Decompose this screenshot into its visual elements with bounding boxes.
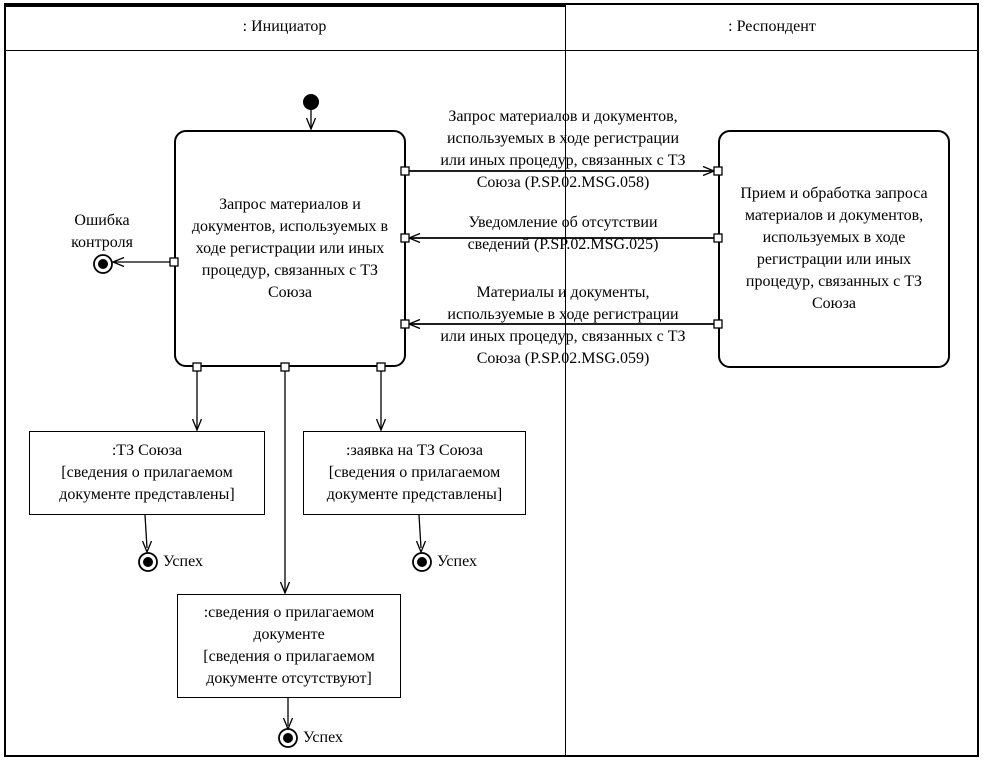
success-final-state-label-2: Успех [437, 553, 477, 570]
object-zayavka-tz-soyuza-name: :заявка на ТЗ Союза [346, 442, 483, 459]
error-final-state-label: Ошибка контроля [71, 212, 133, 251]
object-svedeniya-dokumente [177, 594, 401, 698]
lane-header-respondent: : Респондент [728, 18, 816, 35]
object-svedeniya-dokumente-name: :сведения о прилагаемом документе [203, 604, 375, 643]
initiator-lane-top-border [4, 3, 566, 7]
object-tz-soyuza-name: :ТЗ Союза [111, 442, 183, 459]
activity-process-request [718, 130, 950, 368]
object-svedeniya-dokumente-state: [сведения о прилагаемом документе отсутствуют] [203, 648, 375, 687]
object-tz-soyuza-state: [сведения о прилагаемом документе представлены] [59, 464, 235, 503]
activity-request-materials-label: Запрос материалов и документов, используемых в ходе регистрации или иных процедур, связанных с ТЗ Союза [191, 195, 389, 301]
message-label-msg058: Запрос материалов и документов, используемых в ходе регистрации или иных процедур, связанных с ТЗ Союза (P.SP.02.MSG.058) [440, 108, 686, 191]
message-label-msg059: Материалы и документы, используемые в ходе регистрации или иных процедур, связанных с ТЗ Союза (P.SP.02.MSG.059) [440, 284, 686, 367]
object-tz-soyuza [29, 431, 265, 515]
object-zayavka-tz-soyuza [303, 431, 526, 515]
object-zayavka-tz-soyuza-state: [сведения о прилагаемом документе представлены] [326, 464, 503, 503]
activity-process-request-label: Прием и обработка запроса материалов и документов, используемых в ходе регистрации или иных процедур, связанных с ТЗ Союза [740, 185, 928, 312]
lane-header-separator [4, 50, 979, 51]
lane-header-initiator: : Инициатор [242, 18, 327, 35]
activity-request-materials [174, 130, 406, 367]
success-final-state-label-1: Успех [163, 553, 203, 570]
success-final-state-label-3: Успех [303, 729, 343, 746]
message-label-msg025: Уведомление об отсутствии сведений (P.SP.02.MSG.025) [467, 214, 659, 253]
